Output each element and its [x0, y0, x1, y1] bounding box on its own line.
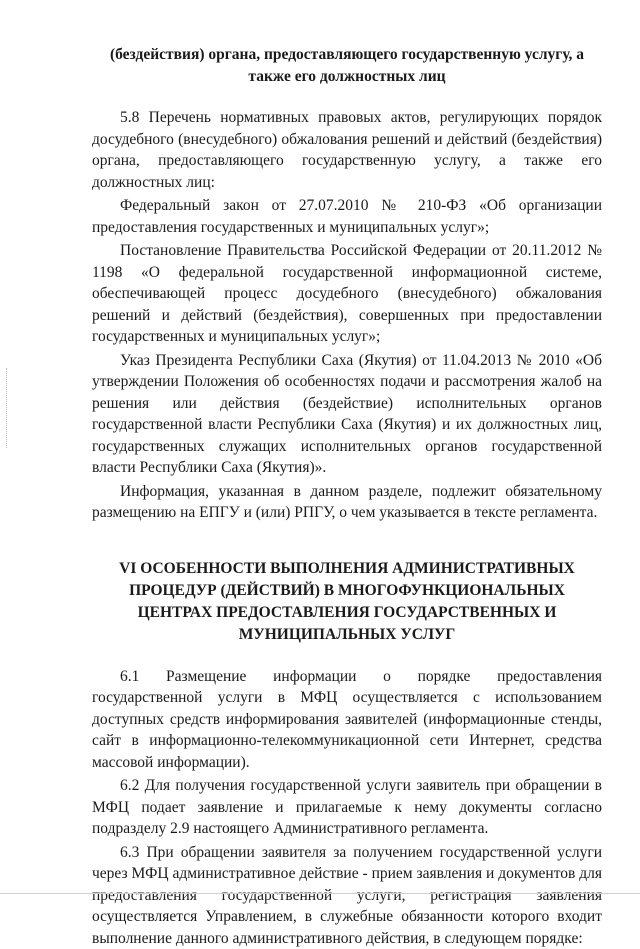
paragraph-6-2: 6.2 Для получения государственной услуги заявитель при обращении в МФЦ подает заявление и прилагаемые к нему документы согласно подразделу 2.9 настоящего Административного регламента.	[92, 775, 602, 840]
paragraph-decree-1198: Постановление Правительства Российской Федерации от 20.11.2012 № 1198 «О федеральной государственной информационной системе, обеспечивающей процесс досудебного (внесудебного) обжалования решений и действий (бездействия), совершенных при предоставлении государственных и муниципальных услуг»;	[92, 240, 602, 348]
paragraph-6-3: 6.3 При обращении заявителя за получением государственной услуги через МФЦ административное действие - прием заявления и документов для предоставления государственной услуги, регистрация заявления осуществляется Управлением, в служебные обязанности которого входит выполнение данного административного действия, в следующем порядке:	[92, 842, 602, 949]
page-bottom-edge	[0, 893, 640, 894]
paragraph-law-210-fz: Федеральный закон от 27.07.2010 № 210-ФЗ «Об организации предоставления государственных и муниципальных услуг»;	[92, 195, 602, 238]
paragraph-6-1: 6.1 Размещение информации о порядке предоставления государственной услуги в МФЦ осуществляется с использованием доступных средств информирования заявителей (информационные стенды, сайт в информационно-телекоммуникационной сети Интернет, средства массовой информации).	[92, 666, 602, 774]
paragraph-info-note: Информация, указанная в данном разделе, подлежит обязательному размещению на ЕПГУ и (или) РПГУ, о чем указывается в тексте регламента.	[92, 481, 602, 524]
paragraph-ukaz-2010: Указ Президента Республики Саха (Якутия) от 11.04.2013 № 2010 «Об утверждении Положения об особенностях подачи и рассмотрения жалоб на решения или действия (бездействие) исполнительных органов государственной власти Республики Саха (Якутия) и их должностных лиц, государственных служащих исполнительных органов государственной власти Республики Саха (Якутия)».	[92, 350, 602, 479]
paragraph-5-8: 5.8 Перечень нормативных правовых актов, регулирующих порядок досудебного (внесудебного) обжалования решений и действий (бездействия) органа, предоставляющего государственную услугу, а также его должностных лиц:	[92, 107, 602, 193]
scan-edge-mark	[6, 368, 8, 448]
continued-heading: (бездействия) органа, предоставляющего государственную услугу, а также его должностных лиц	[92, 44, 602, 87]
section-vi-title: VI ОСОБЕННОСТИ ВЫПОЛНЕНИЯ АДМИНИСТРАТИВНЫХ ПРОЦЕДУР (ДЕЙСТВИЙ) В МНОГОФУНКЦИОНАЛЬНЫХ ЦЕНТРАХ ПРЕДОСТАВЛЕНИЯ ГОСУДАРСТВЕННЫХ И МУНИЦИПАЛЬНЫХ УСЛУГ	[92, 558, 602, 646]
